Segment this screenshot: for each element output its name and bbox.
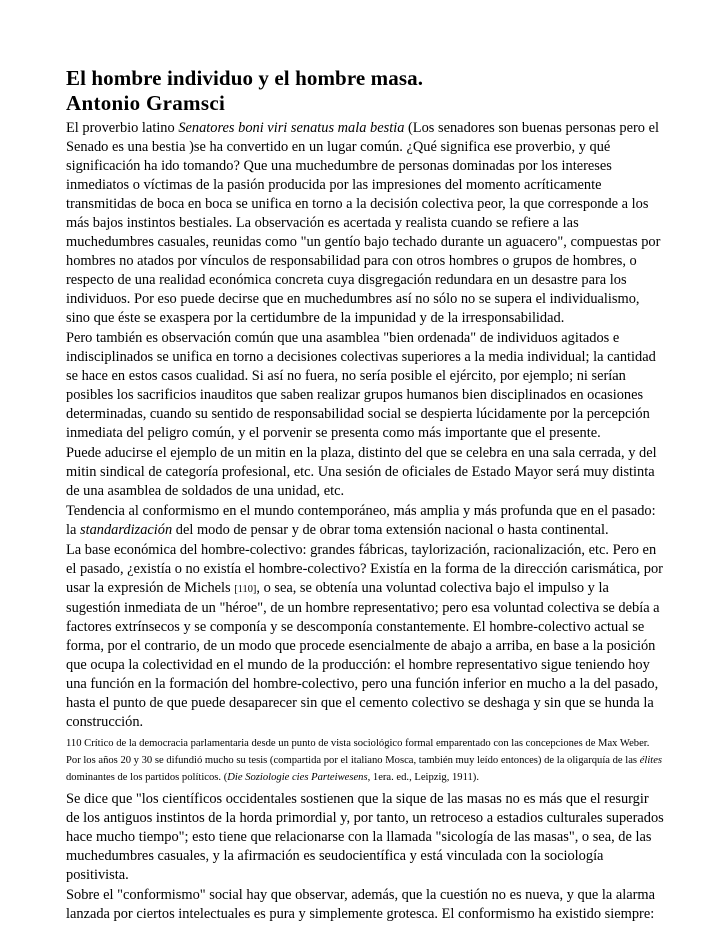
document-title: El hombre individuo y el hombre masa. <box>66 66 424 90</box>
paragraph-3: Puede aducirse el ejemplo de un mitin en la plaza, distinto del que se celebra en una sala cerrada, y del mitin sindical de categoría profesional, etc. Una sesión de oficiales de Estado Mayor será muy distinta de una asamblea de soldados de una unidad, etc. <box>66 445 657 499</box>
paragraph-4: Tendencia al conformismo en el mundo contemporáneo, más amplia y más profunda que en el pasado: la standardización del modo de pensar y de obrar toma extensión nacional o hasta continental. <box>66 503 656 538</box>
paragraph-1: El proverbio latino Senatores boni viri senatus mala bestia (Los senadores son buenas personas pero el Senado es una bestia )se ha convertido en un lugar común. ¿Qué significa ese proverbio, y qué significación ha ido tomando? Que una muchedumbre de personas dominadas por los intereses inmediatos o víctimas de la pasión producida por las impresiones del momento acríticamente transmitidas de boca en boca se unifica en torno a la decisión colectiva peor, la que corresponde a los más bajos instintos bestiales. La observación es acertada y realista cuando se refiere a las muchedumbres casuales, reunidas como "un gentío bajo techado durante un aguacero", compuestas por hombres no atados por vínculos de responsabilidad para con otros hombres o grupos de hombres, o respecto de una realidad económica concreta cuya disgregación redundara en un desastre para los individuos. Por eso puede decirse que en muchedumbres así no sólo no se supera el individualismo, sino que éste se exaspera por la certidumbre de la impunidad y de la irresponsabilidad. <box>66 120 661 326</box>
document-author: Antonio Gramsci <box>66 91 226 115</box>
paragraph-5: La base económica del hombre-colectivo: grandes fábricas, taylorización, racionalización, etc. Pero en el pasado, ¿existía o no existía el hombre-colectivo? Existía en la forma de la dirección carismática, por usar la expresión de Michels [110], o sea, se obtenía una voluntad colectiva bajo el impulso y la sugestión inmediata de un "héroe", de un hombre representativo; pero esa voluntad colectiva se debía a factores extrínsecos y se componía y se descomponía constantemente. El hombre-colectivo actual se forma, por el contrario, de un modo que procede esencialmente de abajo a arriba, en base a la posición que ocupa la colectividad en el mundo de la producción: el hombre representativo sigue teniendo hoy una función en la formación del hombre-colectivo, pero una función inferior en mucho a la del pasado, hasta el punto de que puede desaparecer sin que el cemento colectivo se deshaga y sin que se hunda la construcción. <box>66 542 663 730</box>
paragraph-6: Se dice que "los científicos occidentales sostienen que la sique de las masas no es más que el resurgir de los antiguos instintos de la horda primordial y, por tanto, un retroceso a estadios culturales superados hace mucho tiempo"; esto tiene que relacionarse con la llamada "sicología de las masas", o sea, de las muchedumbres casuales, y la afirmación es seudocientífica y está vinculada con la sociología positivista. <box>66 791 664 883</box>
emphasis-standardizacion: standardización <box>79 522 173 538</box>
footnote-110: 110 Crítico de la democracia parlamentaria desde un punto de vista sociológico formal emparentado con las concepciones de Max Weber. Por los años 20 y 30 se difundió mucho su tesis (compartida por el italiano Mosca, también muy leído entonces) de la oligarquía de las élites dominantes de los partidos políticos. (Die Soziologie cies Parteiwesens, 1era. ed., Leipzig, 1911). <box>66 738 663 783</box>
latin-proverb: Senatores boni viri senatus mala bestia <box>178 120 405 136</box>
cited-work-title: Die Soziologie cies Parteiwesens <box>227 772 368 783</box>
footnote-reference-link[interactable]: [110] <box>234 584 257 595</box>
paragraph-2: Pero también es observación común que una asamblea "bien ordenada" de individuos agitados e indisciplinados se unifica en torno a decisiones colectivas superiores a la media individual; la cantidad se hace en estos casos cualidad. Si así no fuera, no sería posible el ejército, por ejemplo; ni serían posibles los sacrificios inauditos que saben realizar grupos humanos bien disciplinados en ocasiones determinadas, cuando su sentido de responsabilidad social se despierta lúcidamente por la percepción inmediata del peligro común, y el porvenir se presenta como más importante que el presente. <box>66 330 656 441</box>
paragraph-7: Sobre el "conformismo" social hay que observar, además, que la cuestión no es nueva, y que la alarma lanzada por ciertos intelectuales es pura y simplemente grotesca. El conformismo ha existido siempre: <box>66 887 656 922</box>
